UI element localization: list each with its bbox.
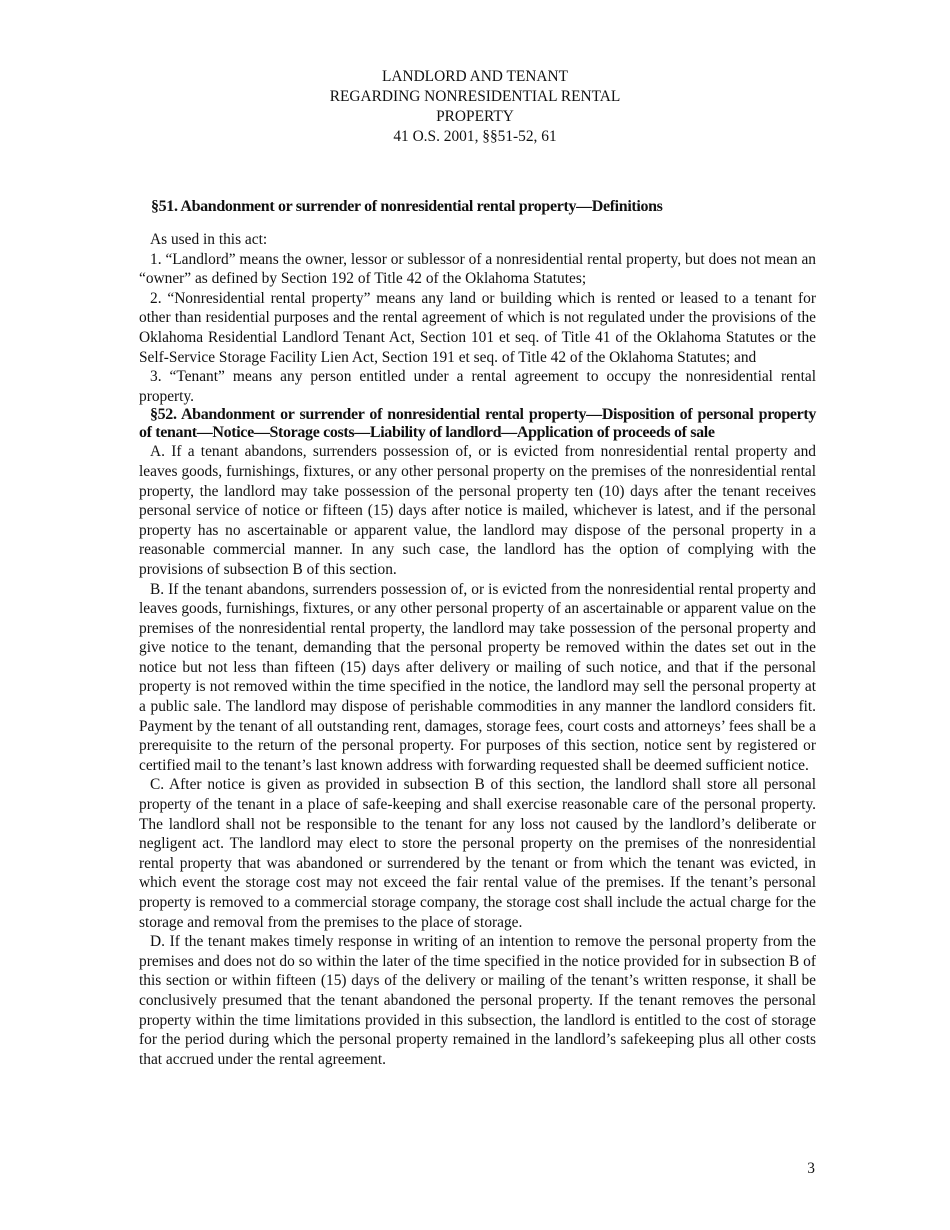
section-52-paragraph-d: D. If the tenant makes timely response in writing of an intention to remove the personal property from the premises and does not do so within the later of the time specified in the notice provided for in subsection B of this section or within fifteen (15) days of the delivery or mailing of the tenant’s written response, it shall be conclusively presumed that the tenant abandoned the personal property. If the tenant removes the personal property within the time limitations provided in this subsection, the landlord is entitled to the cost of storage for the period during which the personal property remained in the landlord’s safekeeping plus all other costs that accrued under the rental agreement. (139, 933, 816, 1068)
document-body (139, 198, 816, 1069)
section-52-paragraph-a: A. If a tenant abandons, surrenders possession of, or is evicted from nonresidential rental property and leaves goods, furnishings, fixtures, or any other personal property on the premises of the nonresidential rental property, the landlord may take possession of the personal property ten (10) days after the tenant receives personal service of notice or fifteen (15) days after notice is mailed, whichever is latest, and if the personal property has no ascertainable or apparent value, the landlord may dispose of the personal property in a reasonable commercial manner. In any such case, the landlord has the option of complying with the provisions of subsection B of this section. (139, 443, 816, 578)
section-51-item-1: 1. “Landlord” means the owner, lessor or sublessor of a nonresidential rental property, but does not mean an “owner” as defined by Section 192 of Title 42 of the Oklahoma Statutes; (139, 250, 816, 288)
section-51-item-3: 3. “Tenant” means any person entitled under a rental agreement to occupy the nonresidential rental property. (139, 368, 816, 405)
document-header (0, 67, 950, 147)
section-52-paragraph-b: B. If the tenant abandons, surrenders possession of, or is evicted from the nonresidential rental property and leaves goods, furnishings, fixtures, or any other personal property of an ascertainable or apparent value on the premises of the nonresidential rental property, the landlord may take possession of the personal property and give notice to the tenant, demanding that the personal property be removed within the dates set out in the notice but not less than fifteen (15) days after delivery or mailing of such notice, and that if the personal property is not removed within the time specified in the notice, the landlord may sell the personal property at a public sale. The landlord may dispose of perishable commodities in any manner the landlord considers fit. Payment by the tenant of all outstanding rent, damages, storage fees, court costs and attorneys’ fees shall be a prerequisite to the return of the personal property. For purposes of this section, notice sent by registered or certified mail to the tenant’s last known address with forwarding requested shall be deemed sufficient notice. (139, 580, 816, 774)
section-52-paragraph-c: C. After notice is given as provided in subsection B of this section, the landlord shall store all personal property of the tenant in a place of safe-keeping and shall exercise reasonable care of the personal property. The landlord shall not be responsible to the tenant for any loss not caused by the landlord’s deliberate or negligent act. The landlord may elect to store the personal property on the premises of the nonresidential rental property that was abandoned or surrendered by the tenant or from which the tenant was evicted, in which event the storage cost may not exceed the fair rental value of the premises. If the tenant’s personal property is removed to a commercial storage company, the storage cost shall include the actual charge for the storage and removal from the premises to the place of storage. (139, 776, 816, 931)
section-51-intro: As used in this act: (150, 231, 268, 248)
section-51-heading: §51. Abandonment or surrender of nonresidential rental property—Definitions (151, 198, 663, 215)
header-title-line-2: REGARDING NONRESIDENTIAL RENTAL (329, 88, 621, 105)
section-52-heading: §52. Abandonment or surrender of nonresidential rental property—Disposition of personal property of tenant—Notice—Storage costs—Liability of landlord—Application of proceeds of sale (139, 406, 816, 442)
header-title-line-3: PROPERTY (436, 108, 514, 125)
section-51-item-2: 2. “Nonresidential rental property” means any land or building which is rented or leased to a tenant for other than residential purposes and the rental agreement of which is not regulated under the provisions of the Oklahoma Residential Landlord Tenant Act, Section 101 et seq. of Title 41 of the Oklahoma Statutes or the Self-Service Storage Facility Lien Act, Section 191 et seq. of Title 42 of the Oklahoma Statutes; and (139, 289, 816, 366)
header-title-line-1: LANDLORD AND TENANT (381, 68, 569, 85)
header-citation: 41 O.S. 2001, §§51-52, 61 (393, 128, 557, 145)
page-number: 3 (807, 1160, 815, 1177)
